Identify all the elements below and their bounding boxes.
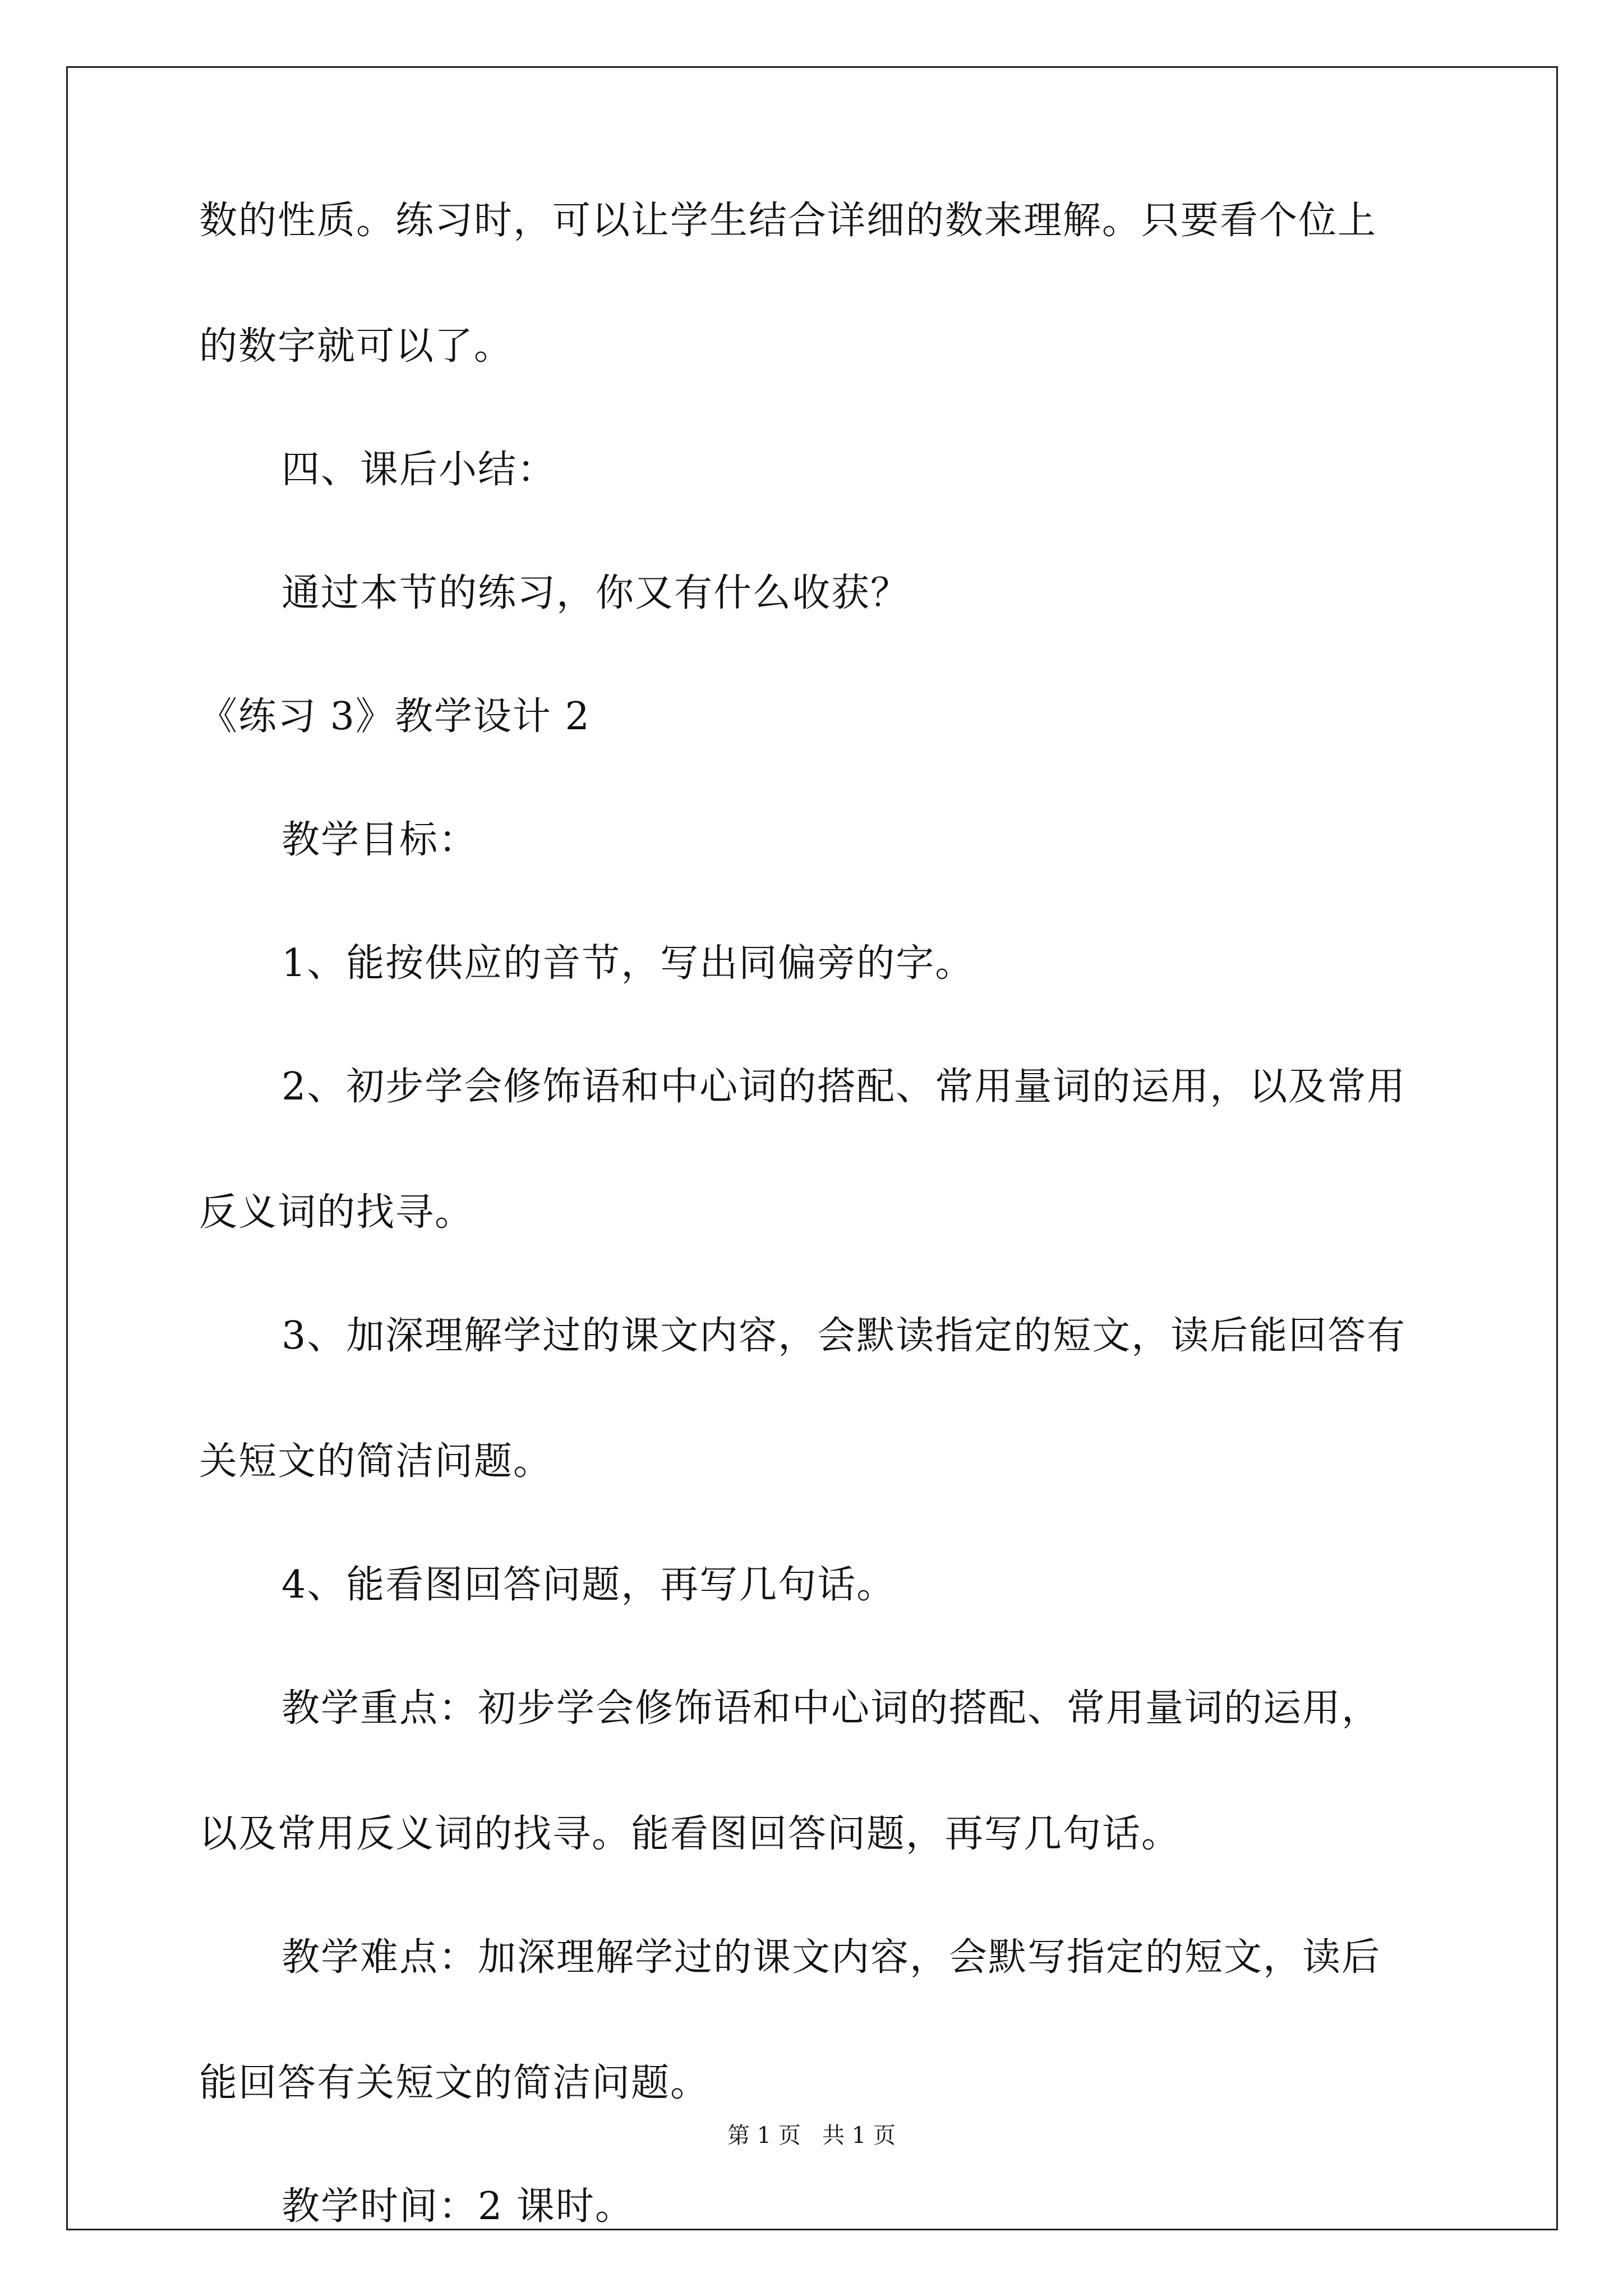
paragraph-line: 教学重点：初步学会修饰语和中心词的搭配、常用量词的运用， xyxy=(282,1686,1381,1731)
page-total: 共 1 页 xyxy=(822,2123,896,2148)
page-number: 第 1 页 xyxy=(727,2123,801,2148)
paragraph-line: 的数字就可以了。 xyxy=(199,324,514,369)
paragraph-line: 通过本节的练习，你又有什么收获？ xyxy=(282,571,910,615)
document-body xyxy=(199,199,1433,2229)
paragraph-line: 能回答有关短文的简洁问题。 xyxy=(199,2061,710,2105)
section-heading: 四、课后小结： xyxy=(282,448,557,492)
paragraph-line: 数的性质。练习时，可以让学生结合详细的数来理解。只要看个位上 xyxy=(199,199,1377,243)
list-item: 3、加深理解学过的课文内容，会默读指定的短文，读后能回答有 xyxy=(282,1314,1407,1358)
page-footer xyxy=(0,2123,1623,2148)
paragraph-line: 教学时间：2 课时。 xyxy=(282,2184,634,2229)
paragraph-line: 以及常用反义词的找寻。能看图回答问题，再写几句话。 xyxy=(199,1812,1181,1856)
list-item-continuation: 关短文的简洁问题。 xyxy=(199,1439,553,1484)
list-item-continuation: 反义词的找寻。 xyxy=(199,1190,474,1235)
list-item: 2、初步学会修饰语和中心词的搭配、常用量词的运用，以及常用 xyxy=(282,1065,1407,1109)
list-item: 1、能按供应的音节，写出同偏旁的字。 xyxy=(282,941,975,986)
document-title: 《练习 3》教学设计 2 xyxy=(199,694,591,739)
section-heading: 教学目标： xyxy=(282,818,478,862)
paragraph-line: 教学难点：加深理解学过的课文内容，会默写指定的短文，读后 xyxy=(282,1935,1381,1980)
list-item: 4、能看图回答问题，再写几句话。 xyxy=(282,1563,896,1607)
